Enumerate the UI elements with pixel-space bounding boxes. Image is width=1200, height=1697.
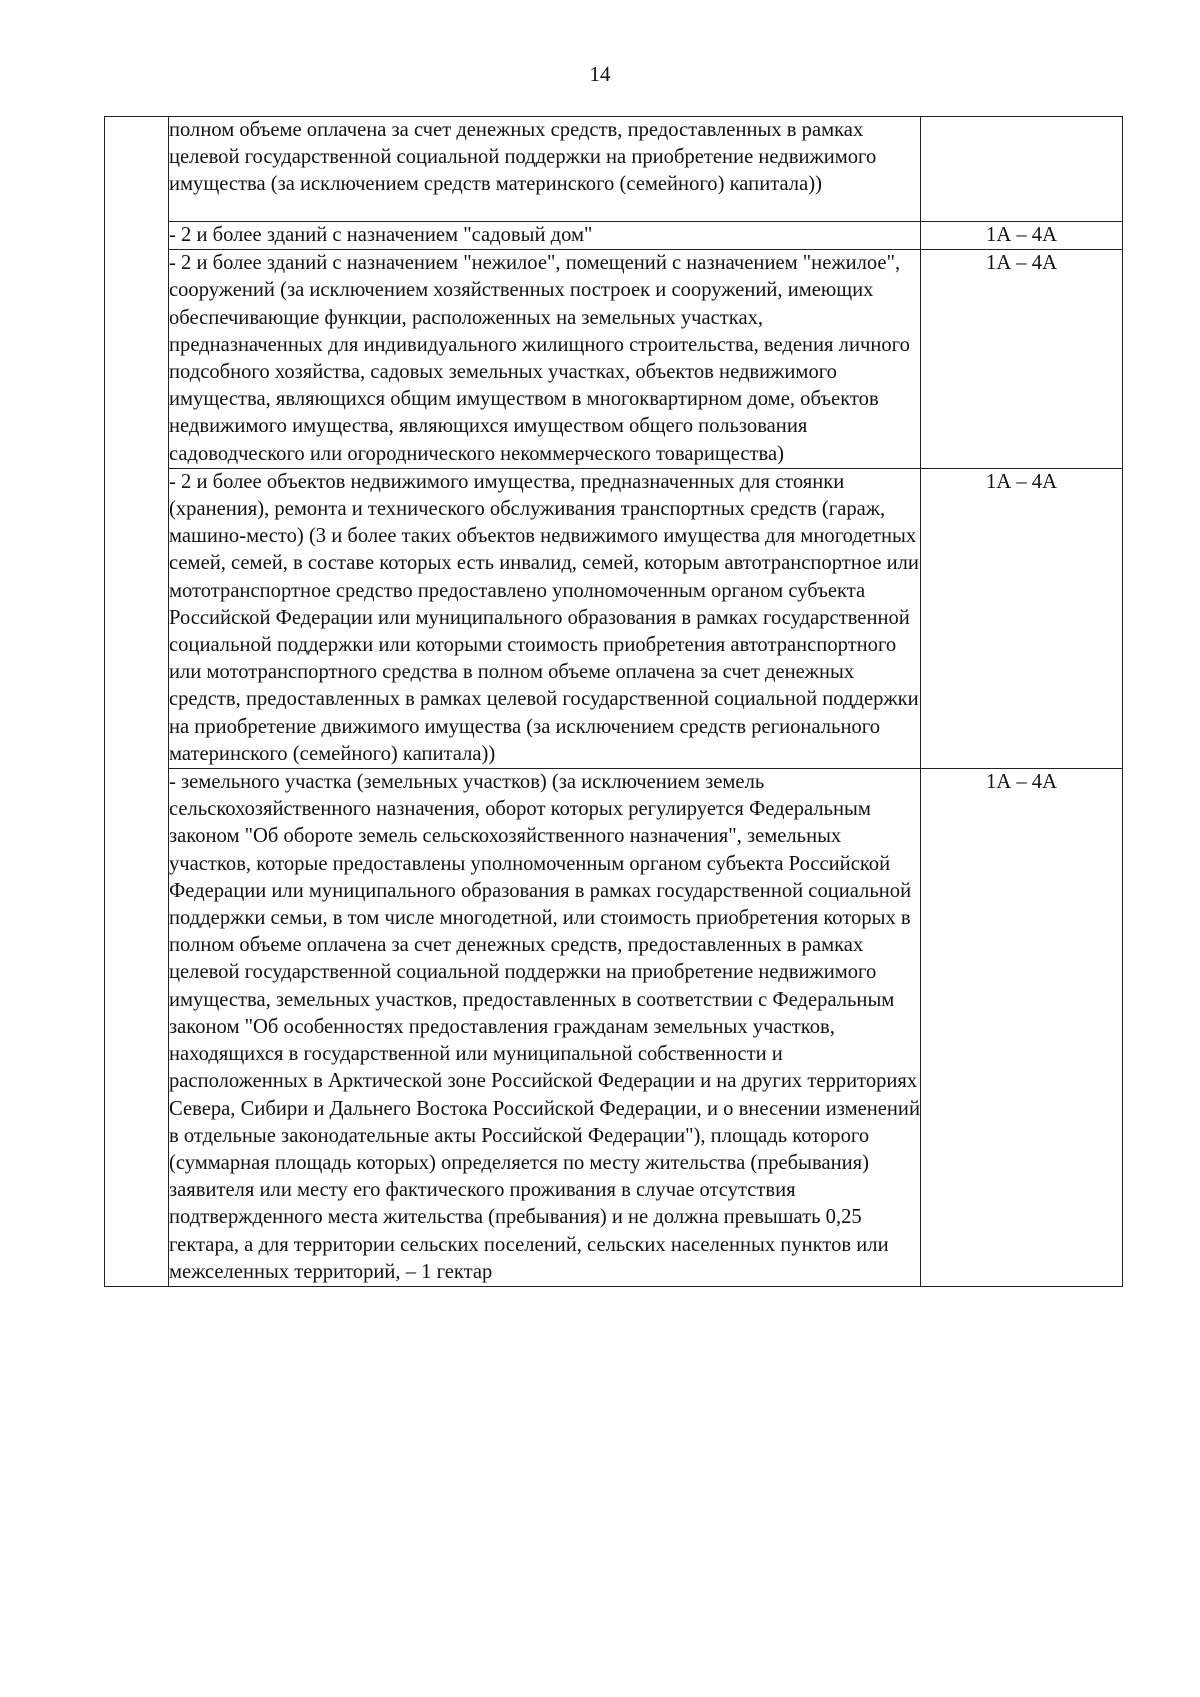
row-description: полном объеме оплачена за счет денежных средств, предоставленных в рамках целевой государственной социальной поддержки на приобретение недвижимого имущества (за исключением средств материнского (семейного) капитала)) (169, 117, 921, 222)
table-row (105, 468, 1123, 768)
row-category: 1А – 4А (921, 250, 1123, 469)
number-column-cell (105, 117, 169, 1287)
table-row (105, 250, 1123, 469)
row-category: 1А – 4А (921, 222, 1123, 250)
row-description: - земельного участка (земельных участков) (за исключением земель сельскохозяйственного назначения, оборот которых регулируется Федеральным законом "Об обороте земель сельскохозяйственного назначения", земельных участков, которые предоставлены уполномоченным органом субъекта Российской Федерации или муниципального образования в рамках государственной социальной поддержки семьи, в том числе многодетной, или стоимость приобретения которых в полном объеме оплачена за счет денежных средств, предоставленных в рамках целевой государственной социальной поддержки на приобретение недвижимого имущества, земельных участков, предоставленных в соответствии с Федеральным законом "Об особенностях предоставления гражданам земельных участков, находящихся в государственной или муниципальной собственности и расположенных в Арктической зоне Российской Федерации и на других территориях Севера, Сибири и Дальнего Востока Российской Федерации, и о внесении изменений в отдельные законодательные акты Российской Федерации"), площадь которого (суммарная площадь которых) определяется по месту жительства (пребывания) заявителя или месту его фактического проживания в случае отсутствия подтвержденного места жительства (пребывания) и не должна превышать 0,25 гектара, а для территории сельских поселений, сельских населенных пунктов или межселенных территорий, – 1 гектар (169, 769, 921, 1287)
row-description: - 2 и более объектов недвижимого имущества, предназначенных для стоянки (хранения), ремонта и технического обслуживания транспортных средств (гараж, машино-место) (3 и более таких объектов недвижимого имущества для многодетных семей, семей, в составе которых есть инвалид, семей, которым автотранспортное или мототранспортное средство предоставлено уполномоченным органом субъекта Российской Федерации или муниципального образования в рамках государственной социальной поддержки или которыми стоимость приобретения автотранспортного или мототранспортного средства в полном объеме оплачена за счет денежных средств, предоставленных в рамках целевой государственной социальной поддержки на приобретение движимого имущества (за исключением средств регионального материнского (семейного) капитала)) (169, 468, 921, 768)
row-category: 1А – 4А (921, 468, 1123, 768)
row-category (921, 117, 1123, 222)
row-description: - 2 и более зданий с назначением "садовый дом" (169, 222, 921, 250)
row-category: 1А – 4А (921, 769, 1123, 1287)
page-number: 14 (589, 62, 611, 86)
table-row (105, 769, 1123, 1287)
row-description: - 2 и более зданий с назначением "нежилое", помещений с назначением "нежилое", сооружений (за исключением хозяйственных построек и сооружений, имеющих обеспечивающие функции, расположенных на земельных участках, предназначенных для индивидуального жилищного строительства, ведения личного подсобного хозяйства, садовых земельных участках, объектов недвижимого имущества, являющихся общим имуществом в многоквартирном доме, объектов недвижимого имущества, являющихся имуществом общего пользования садоводческого или огороднического некоммерческого товарищества) (169, 250, 921, 469)
criteria-table (104, 116, 1123, 1287)
table-row (105, 222, 1123, 250)
table-row (105, 117, 1123, 222)
